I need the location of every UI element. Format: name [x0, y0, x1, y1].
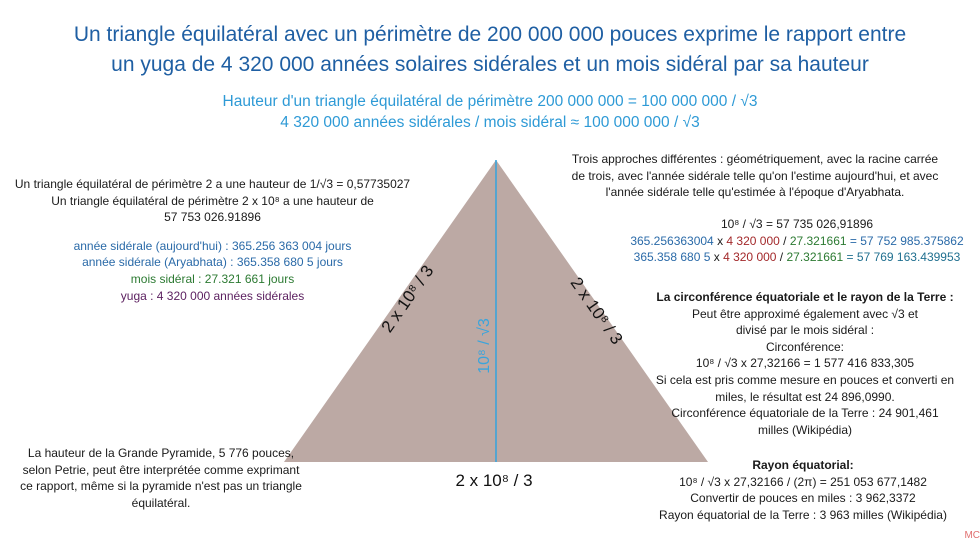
- base-label: 2 x 10⁸ / 3: [455, 471, 533, 490]
- formula-block: [612, 216, 980, 266]
- left-side-label: 2 x 10⁸ / 3: [377, 261, 438, 336]
- pyramid-note: [2, 445, 320, 511]
- earth-line-7: Circonférence équatoriale de la Terre : 24 901,461: [671, 406, 939, 421]
- approaches-line-1: Trois approches différentes : géométriquement, avec la racine carrée: [571, 152, 939, 166]
- sidereal-year-aryabhata: année sidérale (Aryabhata) : 365.358 680 5 jours: [82, 255, 343, 270]
- height-label: 10⁸ / √3: [476, 318, 493, 374]
- title-line-1: Un triangle équilatéral avec un périmètre de 200 000 000 pouces exprime le rapport entre: [73, 23, 907, 46]
- earth-line-2: divisé par le mois sidéral :: [735, 323, 875, 338]
- pyramid-note-line-1: La hauteur de la Grande Pyramide, 5 776 pouces,: [27, 446, 295, 460]
- earth-circumference: [630, 289, 980, 438]
- title-line-2: un yuga de 4 320 000 années solaires sidérales et un mois sidéral par sa hauteur: [111, 53, 869, 76]
- left-line-1: Un triangle équilatéral de périmètre 2 a une hauteur de 1/√3 = 0,57735027: [14, 177, 411, 191]
- pyramid-note-line-3: ce rapport, même si la pyramide n'est pas un triangle: [20, 479, 302, 494]
- earth-line-1: Peut être approximé également avec √3 et: [691, 306, 919, 321]
- approaches-line-3: l'année sidérale telle qu'estimée à l'époque d'Aryabhata.: [605, 185, 905, 200]
- left-line-2: Un triangle équilatéral de périmètre 2 x 10⁸ a une hauteur de: [51, 193, 374, 208]
- corner-mark: MC: [964, 530, 980, 541]
- left-line-3: 57 753 026.91896: [164, 210, 261, 225]
- right-side-label: 2 x 10⁸ / 3: [566, 273, 627, 348]
- yuga: yuga : 4 320 000 années sidérales: [120, 288, 305, 303]
- radius-heading: Rayon équatorial:: [752, 458, 854, 472]
- earth-line-8: milles (Wikipédia): [757, 422, 852, 437]
- earth-line-4: 10⁸ / √3 x 27,32166 = 1 577 416 833,305: [695, 356, 915, 371]
- radius-line-2: Convertir de pouces en miles : 3 962,3372: [690, 491, 916, 506]
- sidereal-year-today: année sidérale (aujourd'hui) : 365.256 363 004 jours: [73, 238, 352, 253]
- earth-line-3: Circonférence:: [765, 339, 845, 354]
- earth-heading: La circonférence équatoriale et le rayon de la Terre :: [656, 290, 954, 304]
- pyramid-note-line-2: selon Petrie, peut être interprétée comme exprimant: [22, 462, 300, 477]
- radius-line-3: Rayon équatorial de la Terre : 3 963 milles (Wikipédia): [659, 507, 947, 522]
- formula-geometric: 10⁸ / √3 = 57 735 026,91896: [720, 217, 874, 231]
- earth-line-6: miles, le résultat est 24 896,0990.: [715, 389, 895, 404]
- three-approaches: [540, 151, 970, 201]
- approaches-line-2: de trois, avec l'année sidérale telle qu'on l'estime aujourd'hui, et avec: [571, 168, 939, 183]
- subtitle-line-2: 4 320 000 années sidérales / mois sidéral ≈ 100 000 000 / √3: [280, 114, 700, 131]
- formula-today: 365.256363004 x 4 320 000 / 27.321661 = 57 752 985.375862: [630, 233, 964, 248]
- sidereal-month: mois sidéral : 27.321 661 jours: [130, 271, 295, 286]
- pyramid-note-line-4: équilatéral.: [131, 495, 191, 510]
- left-info-block: [0, 176, 425, 304]
- formula-aryabhata: 365.358 680 5 x 4 320 000 / 27.321661 = 57 769 163.439953: [633, 250, 961, 265]
- subtitle-line-1: Hauteur d'un triangle équilatéral de périmètre 200 000 000 = 100 000 000 / √3: [222, 93, 758, 110]
- radius-line-1: 10⁸ / √3 x 27,32166 / (2π) = 251 053 677,1482: [679, 474, 927, 489]
- equatorial-radius: [628, 457, 978, 523]
- earth-line-5: Si cela est pris comme mesure en pouces et converti en: [655, 372, 955, 387]
